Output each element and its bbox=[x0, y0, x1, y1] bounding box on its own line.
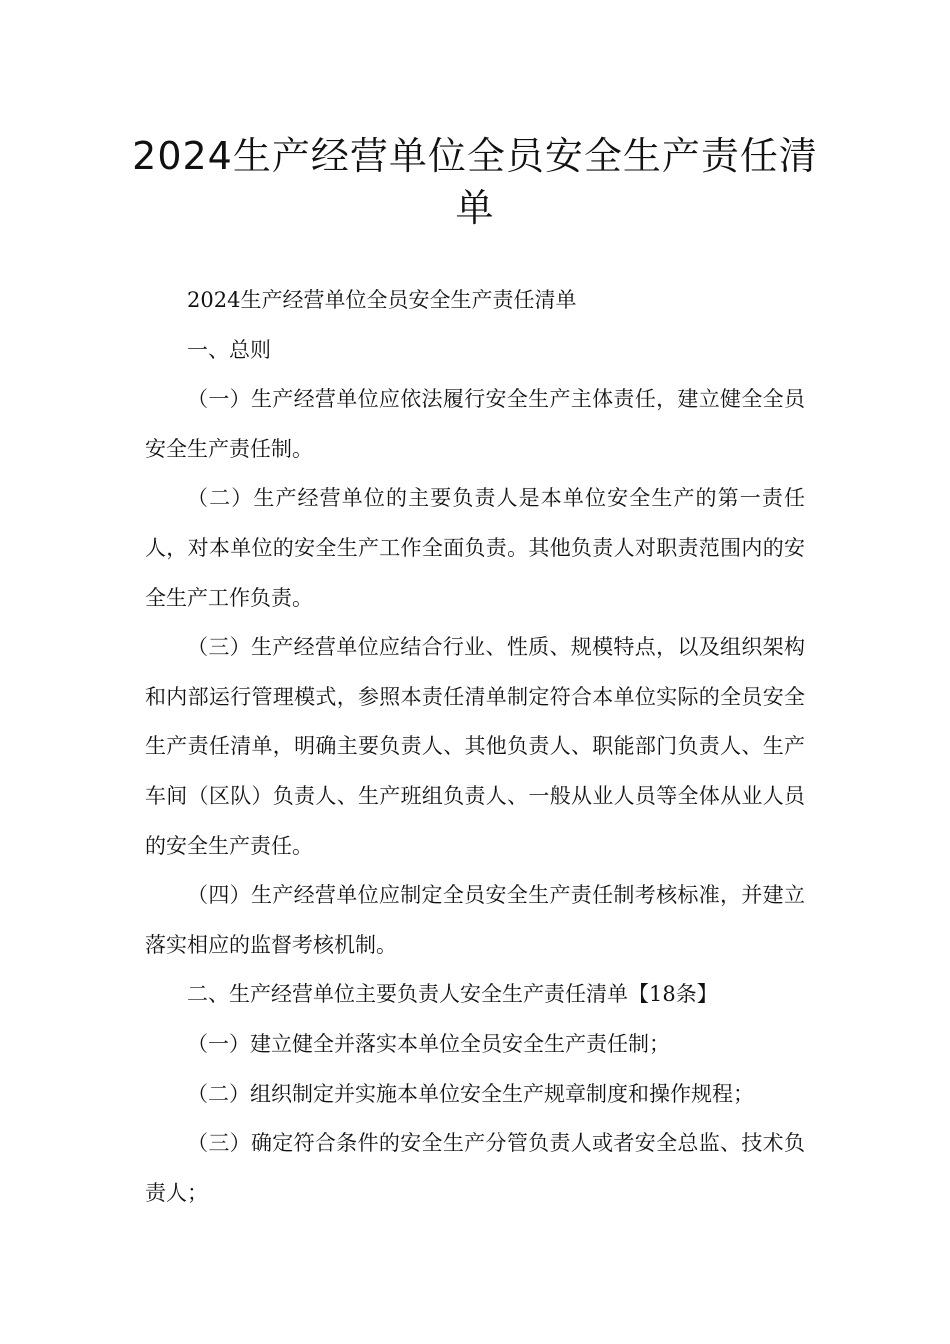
document-body bbox=[145, 276, 805, 1218]
list-item: （三）确定符合条件的安全生产分管负责人或者安全总监、技术负责人； bbox=[145, 1131, 805, 1205]
document-title: 2024生产经营单位全员安全生产责任清单 bbox=[132, 134, 818, 230]
paragraph: （四）生产经营单位应制定全员安全生产责任制考核标准，并建立落实相应的监督考核机制。 bbox=[145, 883, 805, 957]
list-item: （一）建立健全并落实本单位全员安全生产责任制； bbox=[187, 1031, 670, 1056]
section-heading-main-responsible: 二、生产经营单位主要负责人安全生产责任清单【18条】 bbox=[187, 982, 718, 1007]
paragraph: （一）生产经营单位应依法履行安全生产主体责任，建立健全全员安全生产责任制。 bbox=[145, 387, 805, 461]
paragraph: （二）生产经营单位的主要负责人是本单位安全生产的第一责任人，对本单位的安全生产工作全面负责。其他负责人对职责范围内的安全生产工作负责。 bbox=[145, 486, 805, 610]
list-item: （二）组织制定并实施本单位安全生产规章制度和操作规程； bbox=[187, 1081, 754, 1106]
paragraph: （三）生产经营单位应结合行业、性质、规模特点，以及组织架构和内部运行管理模式，参照本责任清单制定符合本单位实际的全员安全生产责任清单，明确主要负责人、其他负责人、职能部门负责人、生产车间（区队）负责人、生产班组负责人、一般从业人员等全体从业人员的安全生产责任。 bbox=[145, 635, 805, 858]
section-heading-general: 一、总则 bbox=[187, 337, 271, 362]
paragraph-subtitle: 2024生产经营单位全员安全生产责任清单 bbox=[187, 288, 577, 312]
